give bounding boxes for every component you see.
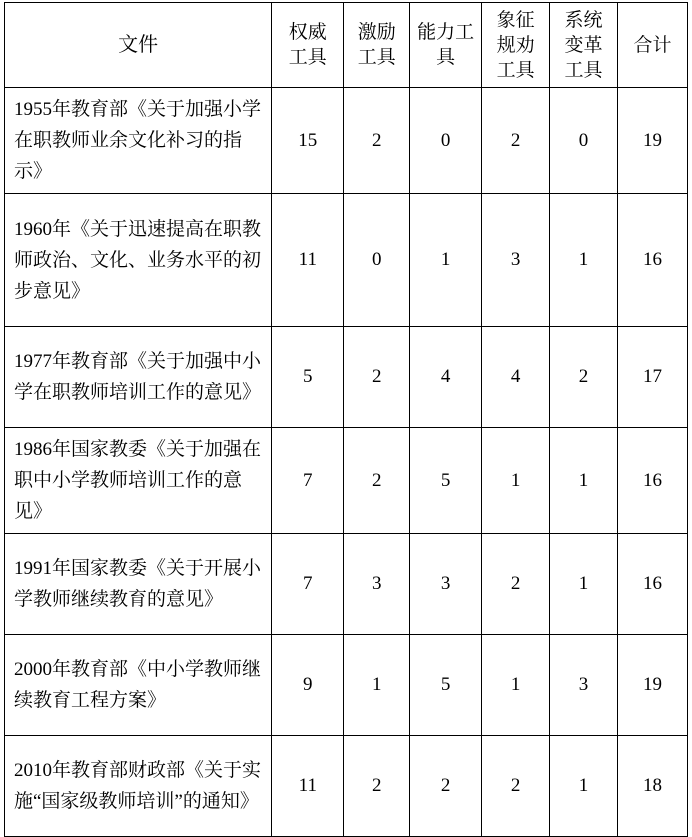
value-capacity: 4 — [410, 327, 482, 428]
policy-instrument-table — [4, 2, 688, 837]
value-capacity: 0 — [410, 88, 482, 194]
value-authority: 5 — [272, 327, 344, 428]
value-incentive: 2 — [344, 428, 410, 534]
table-body — [5, 88, 688, 837]
value-incentive: 1 — [344, 635, 410, 736]
value-system-change: 1 — [550, 194, 618, 327]
value-symbolic: 2 — [482, 736, 550, 837]
value-symbolic: 3 — [482, 194, 550, 327]
table-row — [5, 194, 688, 327]
table-header — [5, 3, 688, 88]
column-header-total: 合计 — [617, 3, 687, 88]
value-total: 16 — [617, 534, 687, 635]
value-total: 16 — [617, 194, 687, 327]
value-symbolic: 4 — [482, 327, 550, 428]
column-header-incentive-tool: 激励 工具 — [344, 3, 410, 88]
document-name: 2010年教育部财政部《关于实施“国家级教师培训”的通知》 — [5, 736, 272, 837]
value-system-change: 2 — [550, 327, 618, 428]
value-system-change: 1 — [550, 428, 618, 534]
header-row — [5, 3, 688, 88]
value-authority: 7 — [272, 534, 344, 635]
value-total: 19 — [617, 88, 687, 194]
table-row — [5, 428, 688, 534]
value-system-change: 3 — [550, 635, 618, 736]
value-capacity: 5 — [410, 428, 482, 534]
column-header-authority-tool: 权威 工具 — [272, 3, 344, 88]
value-capacity: 1 — [410, 194, 482, 327]
column-header-symbolic-tool: 象征 规劝 工具 — [482, 3, 550, 88]
value-authority: 11 — [272, 736, 344, 837]
value-symbolic: 1 — [482, 635, 550, 736]
value-capacity: 3 — [410, 534, 482, 635]
value-incentive: 0 — [344, 194, 410, 327]
document-name: 1960年《关于迅速提高在职教师政治、文化、业务水平的初步意见》 — [5, 194, 272, 327]
document-name: 2000年教育部《中小学教师继续教育工程方案》 — [5, 635, 272, 736]
value-symbolic: 1 — [482, 428, 550, 534]
value-symbolic: 2 — [482, 88, 550, 194]
document-name: 1955年教育部《关于加强小学在职教师业余文化补习的指示》 — [5, 88, 272, 194]
value-capacity: 5 — [410, 635, 482, 736]
value-total: 19 — [617, 635, 687, 736]
table-row — [5, 534, 688, 635]
value-incentive: 2 — [344, 88, 410, 194]
value-authority: 11 — [272, 194, 344, 327]
value-authority: 9 — [272, 635, 344, 736]
value-capacity: 2 — [410, 736, 482, 837]
table-row — [5, 635, 688, 736]
column-header-capacity-tool: 能力工 具 — [410, 3, 482, 88]
value-total: 16 — [617, 428, 687, 534]
value-total: 18 — [617, 736, 687, 837]
value-symbolic: 2 — [482, 534, 550, 635]
document-name: 1991年国家教委《关于开展小学教师继续教育的意见》 — [5, 534, 272, 635]
table-row — [5, 88, 688, 194]
value-incentive: 2 — [344, 327, 410, 428]
value-incentive: 2 — [344, 736, 410, 837]
value-authority: 15 — [272, 88, 344, 194]
value-system-change: 0 — [550, 88, 618, 194]
value-total: 17 — [617, 327, 687, 428]
document-name: 1977年教育部《关于加强中小学在职教师培训工作的意见》 — [5, 327, 272, 428]
table-row — [5, 736, 688, 837]
column-header-system-change-tool: 系统 变革 工具 — [550, 3, 618, 88]
value-system-change: 1 — [550, 736, 618, 837]
table-row — [5, 327, 688, 428]
column-header-document: 文件 — [5, 3, 272, 88]
value-system-change: 1 — [550, 534, 618, 635]
value-incentive: 3 — [344, 534, 410, 635]
value-authority: 7 — [272, 428, 344, 534]
document-name: 1986年国家教委《关于加强在职中小学教师培训工作的意见》 — [5, 428, 272, 534]
